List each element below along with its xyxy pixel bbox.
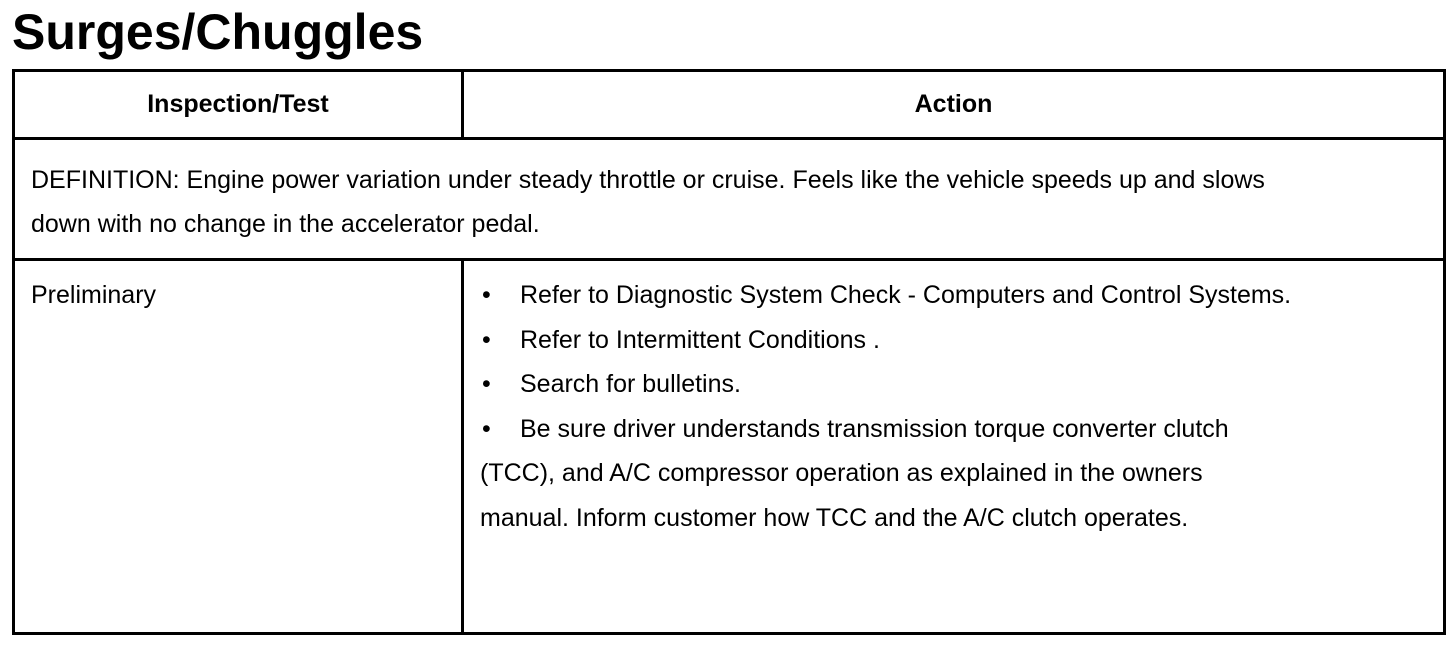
table-header-row — [15, 72, 1443, 140]
definition-text: DEFINITION: Engine power variation under steady throttle or cruise. Feels like the vehicle speeds up and slows down with no change in the accelerator pedal. — [31, 166, 1265, 238]
action-bullet-text: Search for bulletins. — [520, 370, 741, 398]
action-bullet-text: Refer to Intermittent Conditions . — [520, 325, 880, 354]
action-bullet-item — [480, 407, 1427, 452]
action-continuation-text: (TCC), and A/C compressor operation as explained in the owners — [480, 459, 1203, 487]
bullet-icon: • — [482, 370, 491, 398]
action-bullet-text: Be sure driver understands transmission torque converter clutch — [520, 414, 1229, 443]
action-bullet-text: Refer to Diagnostic System Check - Computers and Control Systems. — [520, 281, 1292, 309]
inspection-cell: Preliminary — [15, 261, 464, 632]
definition-row — [15, 140, 1443, 261]
action-header: Action — [914, 90, 993, 118]
page-title: Surges/Chuggles — [12, 4, 424, 60]
action-continuation-text: manual. Inform customer how TCC and the A/C clutch operates. — [480, 503, 1189, 532]
action-cell — [464, 261, 1443, 632]
diagnostic-table — [12, 69, 1446, 635]
table-row — [15, 261, 1443, 632]
bullet-icon: • — [482, 325, 491, 354]
bullet-icon: • — [482, 281, 491, 309]
action-bullet-item — [480, 273, 1427, 318]
action-bullet-item — [480, 318, 1427, 363]
action-bullet-item — [480, 362, 1427, 407]
bullet-icon: • — [482, 414, 491, 443]
inspection-test-header: Inspection/Test — [15, 72, 464, 137]
